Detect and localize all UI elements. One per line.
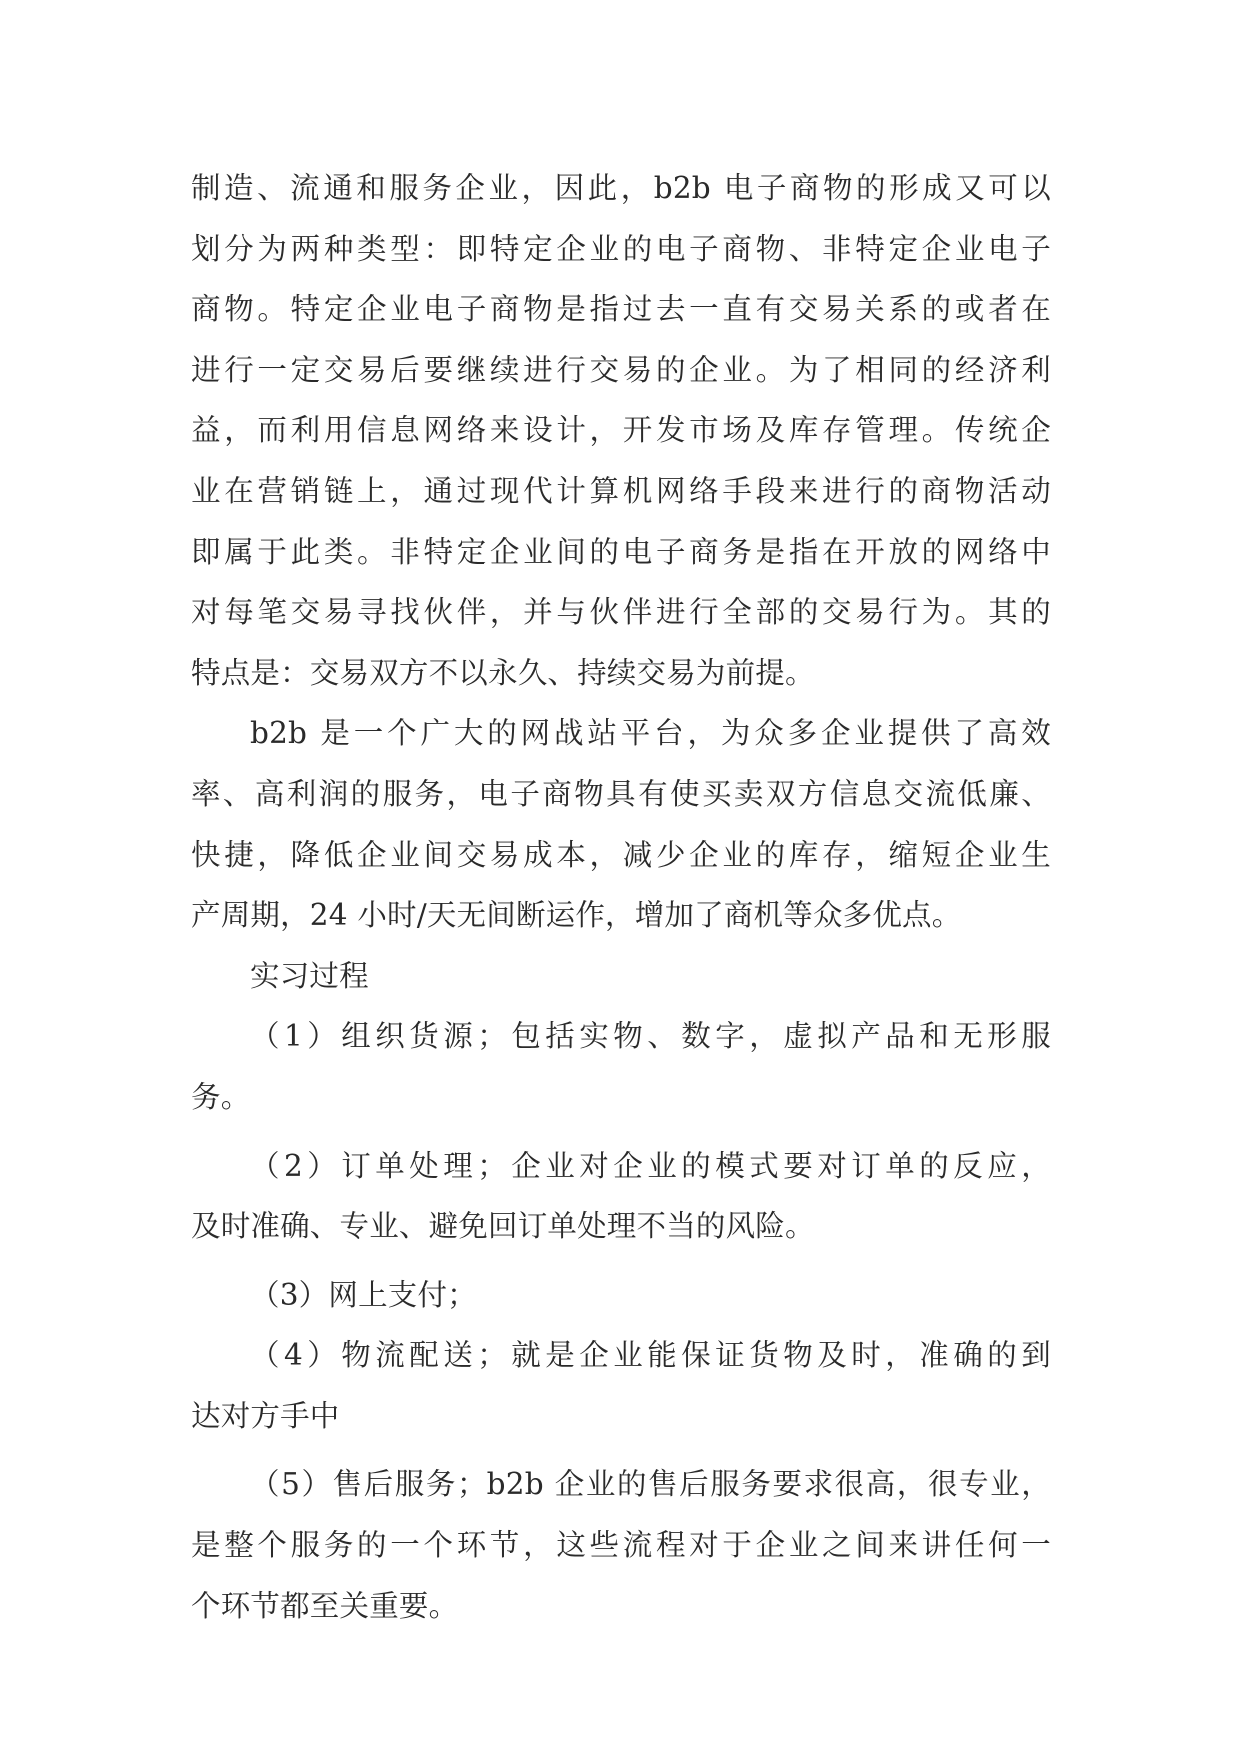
text-line: （5）售后服务；b2b 企业的售后服务要求很高，很专业， bbox=[250, 1467, 1051, 1502]
text-line: （3）网上支付； bbox=[250, 1277, 477, 1312]
text-line: 务。 bbox=[191, 1079, 251, 1114]
list-item-4 bbox=[191, 1325, 1051, 1446]
text-line: 特点是：交易双方不以永久、持续交易为前提。 bbox=[191, 655, 815, 690]
list-item-2 bbox=[191, 1136, 1051, 1257]
text-line: 商物。特定企业电子商物是指过去一直有交易关系的或者在 bbox=[191, 292, 1051, 327]
list-item-5 bbox=[191, 1454, 1051, 1636]
list-item-3 bbox=[191, 1265, 1051, 1326]
paragraph-spacing bbox=[191, 1257, 1051, 1265]
section-heading-internship-process bbox=[191, 946, 1051, 1007]
section-heading: 实习过程 bbox=[250, 958, 369, 993]
text-line: 对每笔交易寻找伙伴，并与伙伴进行全部的交易行为。其的 bbox=[191, 595, 1051, 630]
paragraph-b2b-advantages bbox=[191, 703, 1051, 945]
text-line: 及时准确、专业、避免回订单处理不当的风险。 bbox=[191, 1209, 815, 1244]
paragraph-spacing bbox=[191, 1128, 1051, 1136]
text-line: 即属于此类。非特定企业间的电子商务是指在开放的网络中 bbox=[191, 534, 1051, 569]
text-line: 益，而利用信息网络来设计，开发市场及库存管理。传统企 bbox=[191, 413, 1051, 448]
text-line: 制造、流通和服务企业，因此，b2b 电子商物的形成又可以 bbox=[191, 171, 1051, 205]
text-line: （4）物流配送；就是企业能保证货物及时，准确的到 bbox=[250, 1338, 1051, 1373]
paragraph-spacing bbox=[191, 1446, 1051, 1454]
text-line: 业在营销链上，通过现代计算机网络手段来进行的商物活动 bbox=[191, 473, 1051, 508]
paragraph-b2b-types bbox=[191, 158, 1051, 703]
text-line: 个环节都至关重要。 bbox=[191, 1588, 459, 1623]
text-line: 划分为两种类型：即特定企业的电子商物、非特定企业电子 bbox=[191, 231, 1051, 266]
text-line: 快捷，降低企业间交易成本，减少企业的库存，缩短企业生 bbox=[191, 837, 1051, 872]
document-body bbox=[191, 158, 1051, 1636]
text-line: 达对方手中 bbox=[191, 1398, 340, 1433]
text-line: （2）订单处理；企业对企业的模式要对订单的反应， bbox=[250, 1148, 1051, 1183]
text-line: 产周期，24 小时/天无间断运作，增加了商机等众多优点。 bbox=[191, 898, 962, 933]
text-line: 进行一定交易后要继续进行交易的企业。为了相同的经济利 bbox=[191, 352, 1051, 387]
text-line: （1）组织货源；包括实物、数字，虚拟产品和无形服 bbox=[250, 1019, 1051, 1054]
text-line: 是整个服务的一个环节，这些流程对于企业之间来讲任何一 bbox=[191, 1528, 1051, 1563]
list-item-1 bbox=[191, 1006, 1051, 1127]
text-line: 率、高利润的服务，电子商物具有使买卖双方信息交流低廉、 bbox=[191, 776, 1051, 811]
text-line: b2b 是一个广大的网战站平台，为众多企业提供了高效 bbox=[250, 716, 1051, 751]
